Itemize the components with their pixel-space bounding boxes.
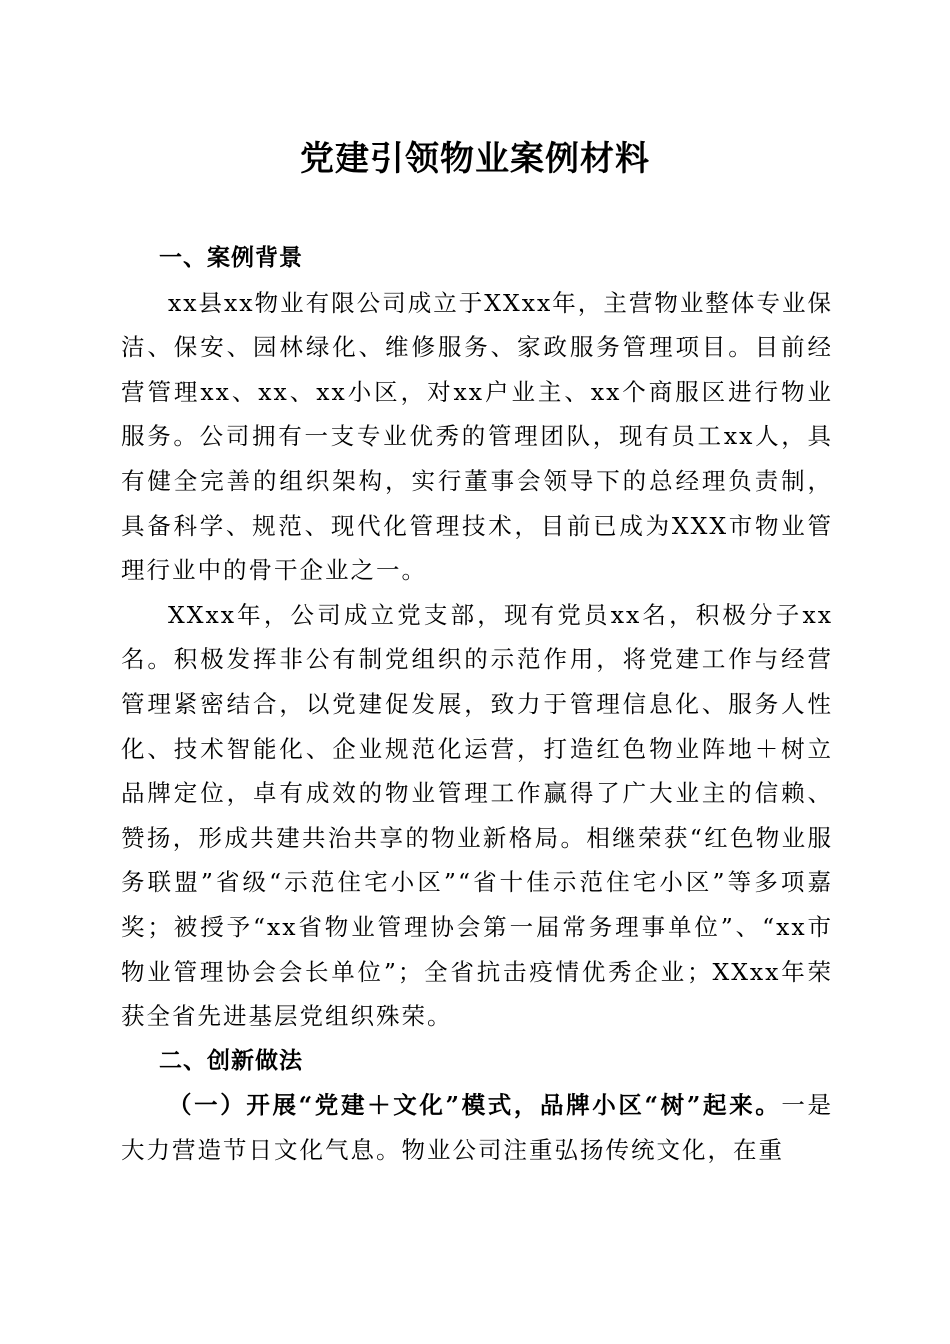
subsection-title: （一）开展“党建＋文化”模式，品牌小区“树”起来。 xyxy=(168,1091,782,1120)
paragraph-party-branch: XXxx年，公司成立党支部，现有党员xx名，积极分子xx名。积极发挥非公有制党组织的示范作用，将党建工作与经营管理紧密结合，以党建促发展，致力于管理信息化、服务人性化、技术智能化、企业规范化运营，打造红色物业阵地＋树立品牌定位，卓有成效的物业管理工作赢得了广大业主的信赖、赞扬，形成共建共治共享的物业新格局。相继荣获“红色物业服务联盟”省级“示范住宅小区”“省十佳示范住宅小区”等多项嘉奖；被授予“xx省物业管理协会第一届常务理事单位”、“xx市物业管理协会会长单位”；全省抗击疫情优秀企业；XXxx年荣获全省先进基层党组织殊荣。 xyxy=(121,600,833,1031)
subsection-text: 一是大力营造节日文化气息。物业公司注重弘扬传统文化，在重 xyxy=(121,1091,833,1164)
section-heading-innovation: 二、创新做法 xyxy=(159,1047,303,1074)
paragraph-company-intro: xx县xx物业有限公司成立于XXxx年，主营物业整体专业保洁、保安、园林绿化、维修服务、家政服务管理项目。目前经营管理xx、xx、xx小区，对xx户业主、xx个商服区进行物业服务。公司拥有一支专业优秀的管理团队，现有员工xx人，具有健全完善的组织架构，实行董事会领导下的总经理负责制，具备科学、规范、现代化管理技术，目前已成为XXX市物业管理行业中的骨干企业之一。 xyxy=(121,288,833,585)
document-body xyxy=(121,236,833,1172)
paragraph-subsection-1 xyxy=(121,1083,833,1172)
document-title: 党建引领物业案例材料 xyxy=(300,139,650,179)
section-heading-background: 一、案例背景 xyxy=(159,245,303,271)
